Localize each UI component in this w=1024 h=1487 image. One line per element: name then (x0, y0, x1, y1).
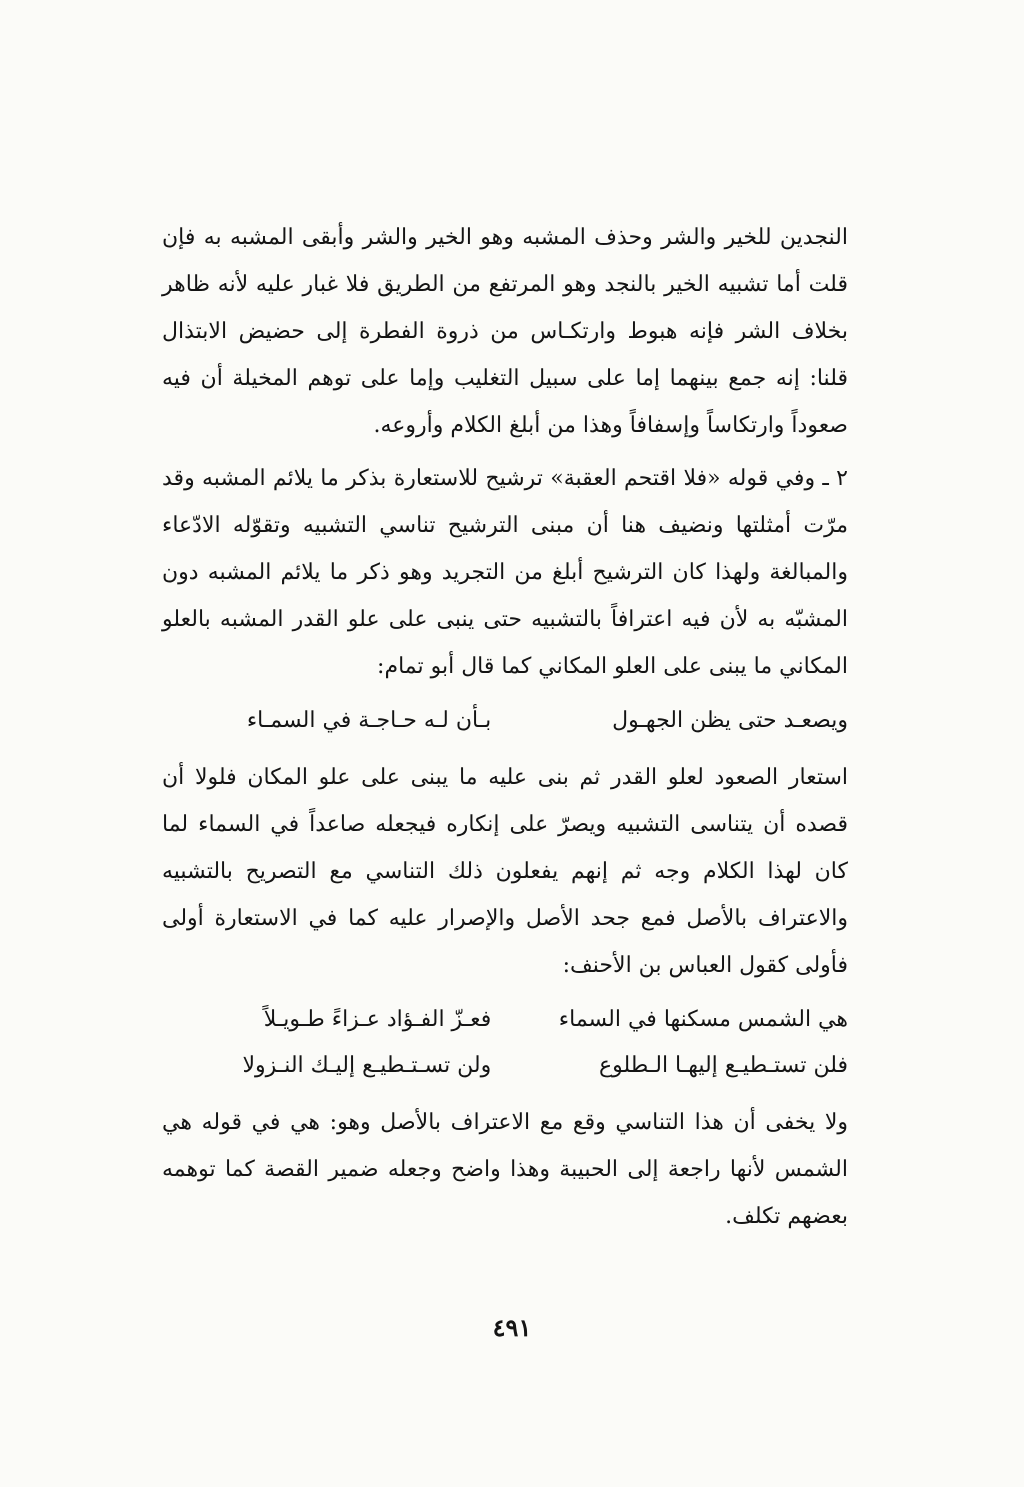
verse-hemistich-second: بـأن لـه حـاجـة في السمـاء (246, 708, 492, 733)
paragraph-1: النجدين للخير والشر وحذف المشبه وهو الخير والشر وأبقى المشبه به فإن قلت أما تشبيه الخير بالنجد وهو المرتفع من الطريق فلا غبار عليه لأنه ظاهر بخلاف الشر فإنه هبوط وارتكـاس من ذروة الفطرة إلى حضيض الابتذال قلنا: إنه جمع بينهما إما على سبيل التغليب وإما على توهم المخيلة أن فيه صعوداً وارتكاساً وإسفافاً وهذا من أبلغ الكلام وأروعه. (162, 225, 848, 438)
paragraph-3: استعار الصعود لعلو القدر ثم بنى عليه ما يبنى على علو المكان فلولا أن قصده أن يتناسى التشبيه ويصرّ على إنكاره فيجعله صاعداً في السماء لما كان لهذا الكلام وجه ثم إنهم يفعلون ذلك التناسي مع التصريح بالتشبيه والاعتراف بالأصل فمع جحد الأصل والإصرار عليه كما في الاستعارة أولى فأولى كقول العباس بن الأحنف: (162, 765, 848, 978)
verse-abu-tammam (162, 698, 848, 744)
paragraph-2: ٢ ـ وفي قوله «فلا اقتحم العقبة» ترشيح للاستعارة بذكر ما يلائم المشبه وقد مرّت أمثلتها ونضيف هنا أن مبنى الترشيح تناسي التشبيه وتقوّله الادّعاء والمبالغة ولهذا كان الترشيح أبلغ من التجريد وهو ذكر ما يلائم المشبه دون المشبّه به لأن فيه اعترافاً بالتشبيه حتى ينبى على علو القدر المشبه بالعلو المكاني ما يبنى على العلو المكاني كما قال أبو تمام: (162, 466, 848, 679)
verse-abbas-ibn-al-ahnaf (162, 997, 848, 1089)
verse-line (162, 997, 848, 1043)
verse-hemistich-second: ولن تسـتـطيـع إليـك النـزولا (242, 1053, 492, 1078)
verse-line (162, 1043, 848, 1089)
verse-line (162, 698, 848, 744)
verse-hemistich-first: هي الشمس مسكنها في السماء (558, 1007, 848, 1032)
page-body (162, 214, 848, 1240)
verse-hemistich-second: فعـزّ الفـؤاد عـزاءً طـويـلاً (263, 1007, 492, 1032)
verse-hemistich-first: ويصعـد حتى يظن الجهـول (612, 708, 848, 733)
verse-hemistich-first: فلن تستـطيـع إليهـا الـطلوع (598, 1053, 848, 1078)
page-number: ٤٩١ (492, 1313, 532, 1342)
paragraph-4: ولا يخفى أن هذا التناسي وقع مع الاعتراف بالأصل وهو: هي في قوله هي الشمس لأنها راجعة إلى الحبيبة وهذا واضح وجعله ضمير القصة كما توهمه بعضهم تكلف. (162, 1110, 848, 1229)
